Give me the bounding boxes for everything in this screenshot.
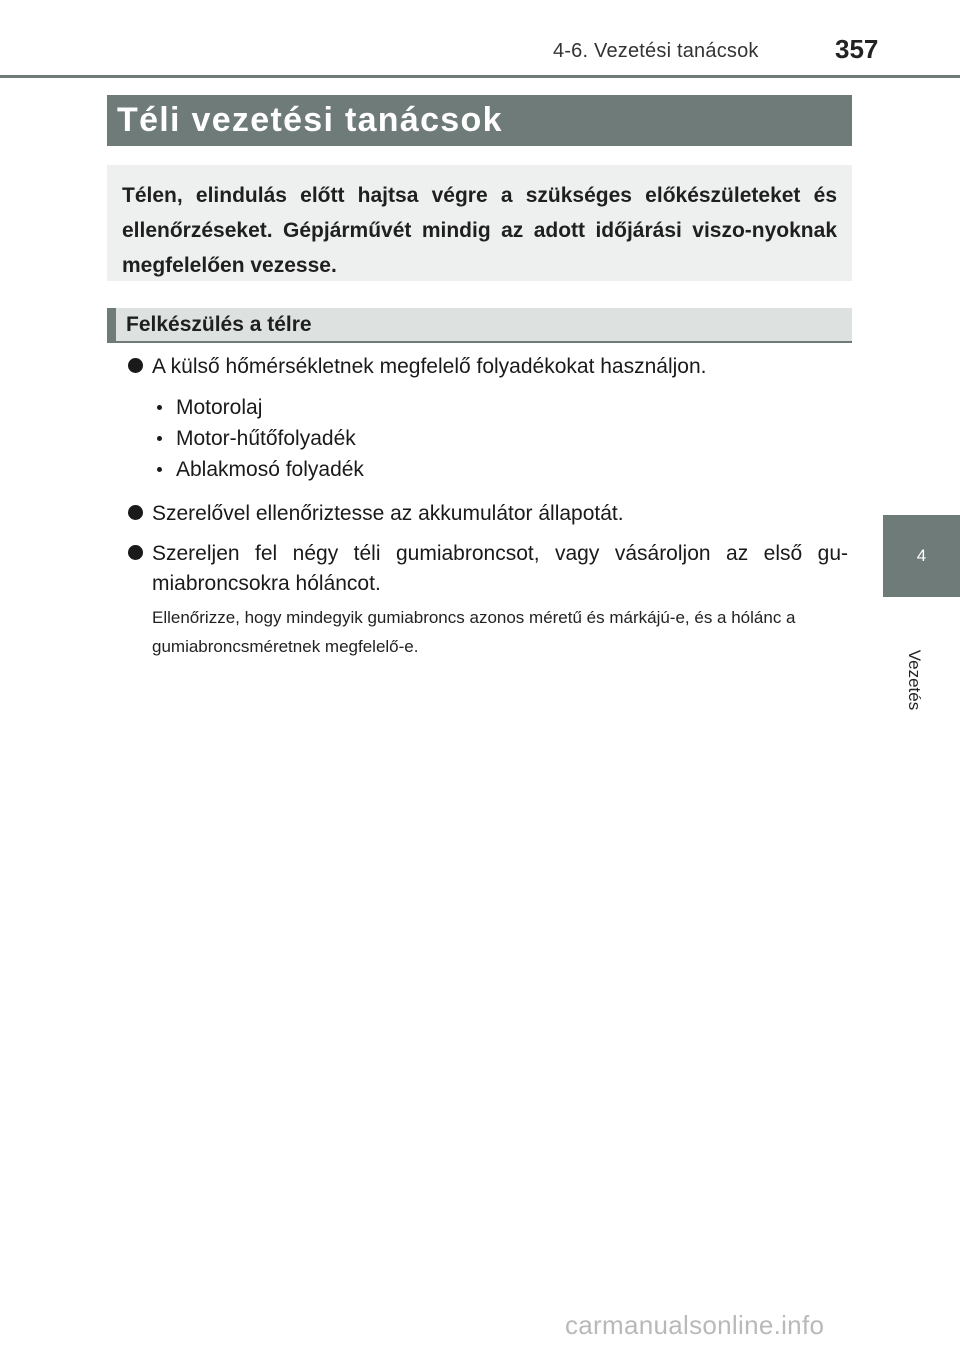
section-title: Felkészülés a télre — [126, 312, 312, 336]
chapter-label-text: Vezetés — [905, 649, 924, 711]
page-number: 357 — [835, 34, 879, 64]
list-item — [128, 539, 848, 599]
small-bullet-icon — [157, 436, 162, 441]
note-text: Ellenőrizze, hogy mindegyik gumiabroncs azonos méretű és márkájú-e, és a hólánc a gumiabroncsméretnek megfelelő-e. — [152, 608, 796, 656]
bullet-text: Szerelővel ellenőriztesse az akkumulátor állapotát. — [152, 502, 624, 525]
small-bullet-icon — [157, 405, 162, 410]
sub-item-text: Motorolaj — [176, 396, 263, 419]
watermark: carmanualsonline.info — [565, 1310, 825, 1340]
bullet-group-fluids — [128, 352, 848, 485]
bullet-dot-icon — [128, 358, 143, 373]
small-bullet-icon — [157, 467, 162, 472]
list-item — [128, 454, 848, 485]
list-item — [128, 499, 848, 529]
chapter-label — [904, 640, 924, 740]
section-heading — [107, 308, 852, 343]
header-section-title: 4-6. Vezetési tanácsok — [553, 40, 759, 62]
intro-text: Télen, elindulás előtt hajtsa végre a szükséges előkészületeket és ellenőrzéseket. Gépjárművét mindig az adott időjárási viszo-nyoknak megfelelően vezesse. — [122, 184, 837, 277]
sub-item-text: Ablakmosó folyadék — [176, 458, 364, 481]
page-title-bar — [107, 95, 852, 146]
section-content — [128, 352, 848, 661]
list-item — [128, 423, 848, 454]
bullet-text: Szereljen fel négy téli gumiabroncsot, vagy vásároljon az első gu-miabroncsokra hóláncot. — [152, 542, 848, 595]
bullet-text: A külső hőmérsékletnek megfelelő folyadékokat használjon. — [152, 355, 707, 378]
list-item — [128, 352, 848, 382]
bullet-dot-icon — [128, 545, 143, 560]
page-title: Téli vezetési tanácsok — [117, 101, 503, 139]
fluid-sublist — [128, 392, 848, 485]
list-item — [128, 392, 848, 423]
intro-box — [107, 165, 852, 281]
sub-item-text: Motor-hűtőfolyadék — [176, 427, 356, 450]
chapter-number: 4 — [916, 546, 927, 565]
chapter-tab[interactable] — [883, 515, 960, 597]
bullet-dot-icon — [128, 505, 143, 520]
header-divider — [0, 75, 960, 78]
